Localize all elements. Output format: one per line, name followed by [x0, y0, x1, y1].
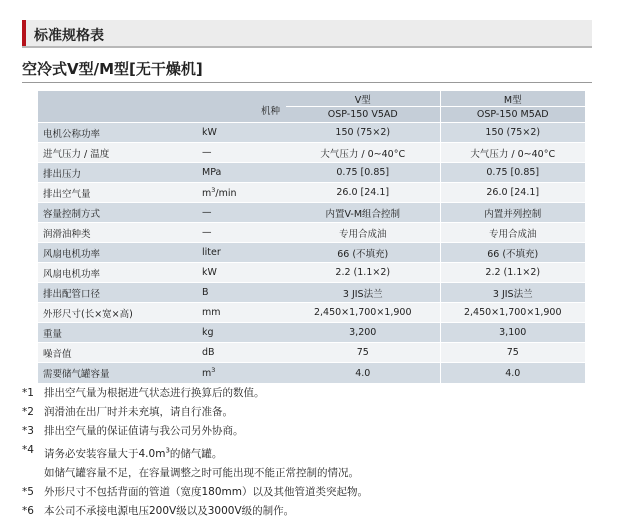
footnote — [22, 384, 602, 403]
table-row — [38, 303, 585, 323]
table-row — [38, 123, 585, 143]
table-row — [38, 223, 585, 243]
row-unit: — — [196, 223, 286, 243]
row-value-v: 66 (不填充) — [286, 243, 440, 263]
footnote-text: 本公司不承接电源电压200V级以及3000V级的制作。 — [44, 504, 295, 517]
row-label: 润滑油种类 — [38, 223, 196, 243]
footnote-mark: *3 — [22, 425, 34, 437]
row-unit: kW — [196, 123, 286, 143]
row-value-m: 大气压力 / 0~40°C — [440, 143, 585, 163]
row-value-v: 4.0 — [286, 363, 440, 384]
row-label: 风扇电机功率 — [38, 263, 196, 283]
row-unit: mm — [196, 303, 286, 323]
row-value-m: 3 JIS法兰 — [440, 283, 585, 303]
row-value-m: 0.75 [0.85] — [440, 163, 585, 183]
unit-main: m — [202, 188, 212, 200]
footnote — [22, 422, 602, 441]
footnote — [22, 483, 602, 502]
row-value-m: 内置并列控制 — [440, 203, 585, 223]
footnote — [22, 441, 602, 483]
table-header-row — [38, 91, 585, 107]
footnote-text: 排出空气量为根据进气状态进行换算后的数值。 — [44, 387, 265, 399]
unit-superscript: 3 — [211, 185, 216, 194]
table-row — [38, 343, 585, 363]
unit-main: m — [202, 368, 212, 380]
row-unit: MPa — [196, 163, 286, 183]
footnote-text-post: 的储气罐。 — [169, 447, 223, 460]
footnote-text: 外形尺寸不包括背面的管道（宽度180mm）以及其他管道类突起物。 — [44, 485, 368, 498]
row-value-v: 150 (75×2) — [286, 123, 440, 143]
row-unit: — — [196, 203, 286, 223]
row-label: 排出空气量 — [38, 183, 196, 203]
subtitle-divider — [22, 82, 592, 83]
row-value-v: 专用合成油 — [286, 223, 440, 243]
row-value-m: 4.0 — [440, 363, 585, 384]
footnote-mark: *5 — [22, 485, 34, 498]
table-row — [38, 363, 585, 384]
row-label: 容量控制方式 — [38, 203, 196, 223]
product-subtitle: 空冷式V型/M型[无干燥机] — [22, 60, 203, 78]
table-row — [38, 163, 585, 183]
section-header — [22, 20, 592, 48]
row-unit: liter — [196, 243, 286, 263]
table-row — [38, 183, 585, 203]
row-value-m: 66 (不填充) — [440, 243, 585, 263]
footnote-superscript: 3 — [165, 446, 170, 454]
row-label: 进气压力 / 温度 — [38, 143, 196, 163]
table-row — [38, 323, 585, 343]
model-m-header: OSP-150 M5AD — [440, 107, 585, 123]
footnote-text-pre: 请务必安装容量大于4.0m — [44, 447, 166, 460]
footnote — [22, 403, 602, 422]
row-value-m: 2,450×1,700×1,900 — [440, 303, 585, 323]
footnote — [22, 502, 602, 521]
footnote-mark: *1 — [22, 387, 34, 399]
row-unit — [196, 363, 286, 384]
row-value-m: 75 — [440, 343, 585, 363]
table-row — [38, 243, 585, 263]
row-value-v: 3,200 — [286, 323, 440, 343]
footnote-text-continued: 如储气罐容量不足，在容量调整之时可能出现不能正常控制的情况。 — [44, 466, 359, 479]
row-value-m: 26.0 [24.1] — [440, 183, 585, 203]
table-row — [38, 203, 585, 223]
row-value-v: 大气压力 / 0~40°C — [286, 143, 440, 163]
model-column-label: 机种 — [260, 106, 280, 117]
row-value-v: 75 — [286, 343, 440, 363]
unit-superscript: 3 — [211, 366, 216, 375]
section-title: 标准规格表 — [34, 28, 104, 44]
row-value-m: 专用合成油 — [440, 223, 585, 243]
footnote-mark: *4 — [22, 444, 34, 456]
row-value-m: 3,100 — [440, 323, 585, 343]
footnotes — [22, 384, 602, 521]
row-label: 需要储气罐容量 — [38, 363, 196, 384]
row-label: 噪音值 — [38, 343, 196, 363]
footnote-mark: *6 — [22, 504, 34, 517]
row-label: 重量 — [38, 323, 196, 343]
table-corner-cell — [38, 91, 286, 123]
row-value-v: 2,450×1,700×1,900 — [286, 303, 440, 323]
row-label: 风扇电机功率 — [38, 243, 196, 263]
row-label: 排出配管口径 — [38, 283, 196, 303]
row-value-v: 0.75 [0.85] — [286, 163, 440, 183]
row-unit: — — [196, 143, 286, 163]
row-value-v: 3 JIS法兰 — [286, 283, 440, 303]
row-unit: B — [196, 283, 286, 303]
row-unit: kW — [196, 263, 286, 283]
unit-tail: /min — [215, 188, 237, 200]
table-row — [38, 263, 585, 283]
footnote-text: 排出空气量的保证值请与我公司另外协商。 — [44, 425, 244, 437]
row-unit: kg — [196, 323, 286, 343]
series-m-header: M型 — [440, 91, 585, 107]
footnote-text: 润滑油在出厂时并未充填，请自行准备。 — [44, 406, 233, 418]
series-v-header: V型 — [286, 91, 440, 107]
row-value-v: 2.2 (1.1×2) — [286, 263, 440, 283]
row-value-m: 2.2 (1.1×2) — [440, 263, 585, 283]
row-label: 排出压力 — [38, 163, 196, 183]
section-accent-bar — [22, 20, 26, 46]
table-row — [38, 283, 585, 303]
model-v-header: OSP-150 V5AD — [286, 107, 440, 123]
row-value-v: 内置V-M组合控制 — [286, 203, 440, 223]
row-unit: dB — [196, 343, 286, 363]
row-value-m: 150 (75×2) — [440, 123, 585, 143]
footnote-text — [44, 448, 222, 460]
row-label: 电机公称功率 — [38, 123, 196, 143]
spec-table — [38, 91, 585, 384]
row-unit — [196, 183, 286, 203]
row-label: 外形尺寸(长×宽×高) — [38, 303, 196, 323]
row-value-v: 26.0 [24.1] — [286, 183, 440, 203]
table-row — [38, 143, 585, 163]
footnote-mark: *2 — [22, 406, 34, 418]
